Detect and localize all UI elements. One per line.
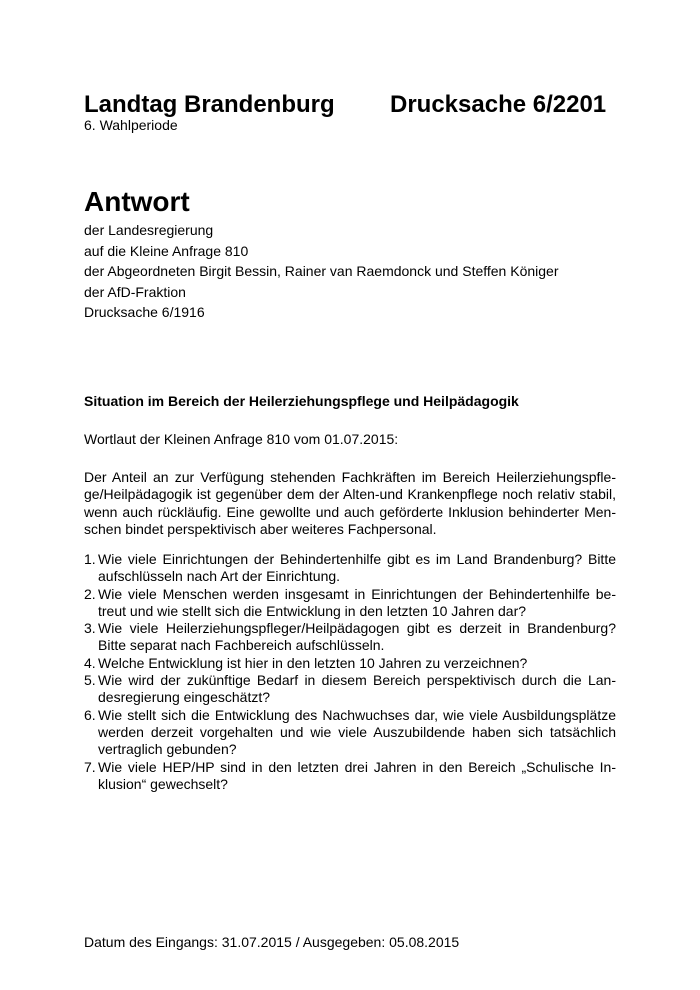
meta-line: auf die Kleine Anfrage 810 [84, 242, 249, 259]
question-item [84, 586, 616, 621]
question-item [84, 759, 616, 794]
question-line: vertraglich gebunden? [98, 741, 237, 758]
question-number: 3. [84, 620, 96, 637]
meta-line: Drucksache 6/1916 [84, 304, 205, 320]
question-number: 6. [84, 706, 96, 723]
question-item [84, 620, 616, 655]
question-number: 5. [84, 672, 96, 689]
paragraph-line: Der Anteil an zur Verfügung stehenden Fachkräften im Bereich Heilerziehungspfle- [84, 469, 616, 485]
question-item [84, 551, 616, 586]
question-line: Wie wird der zukünftige Bedarf in diesem Bereich perspektivisch durch die Lan- [98, 672, 616, 689]
question-line: Wie viele Menschen werden insgesamt in Einrichtungen der Behindertenhilfe be- [98, 585, 616, 602]
question-number: 1. [84, 551, 96, 567]
question-line: klusion“ gewechselt? [98, 775, 228, 792]
question-list [84, 551, 616, 793]
question-line: desregierung eingeschätzt? [98, 689, 271, 706]
meta-line: der Landesregierung [84, 222, 214, 238]
receipt-and-issue-dates: Datum des Eingangs: 31.07.2015 / Ausgegeben: 05.08.2015 [84, 934, 460, 950]
paragraph-line: ge/Heilpädagogik ist gegenüber dem der Alten-und Krankenpflege noch relativ stabil, [84, 486, 616, 503]
document-number: Drucksache 6/2201 [390, 91, 607, 118]
electoral-period: 6. Wahlperiode [84, 117, 178, 133]
question-number: 2. [84, 585, 96, 602]
question-line: treut und wie stellt sich die Entwicklung in den letzten 10 Jahren dar? [98, 602, 527, 619]
question-line: Wie viele HEP/HP sind in den letzten drei Jahren in den Bereich „Schulische In- [98, 758, 616, 775]
document-header [84, 90, 616, 120]
question-item [84, 672, 616, 707]
meta-line: der AfD-Fraktion [84, 283, 186, 300]
question-line: werden derzeit vorgehalten und wie viele Auszubildende haben sich tatsächlich [98, 723, 616, 740]
document-type-heading: Antwort [84, 186, 190, 217]
question-line: aufschlüsseln nach Art der Einrichtung. [98, 568, 341, 585]
question-item [84, 707, 616, 759]
parliament-name: Landtag Brandenburg [84, 91, 335, 118]
question-number: 4. [84, 654, 96, 671]
question-line: Wie viele Heilerziehungspfleger/Heilpädagogen gibt es derzeit in Brandenburg? [98, 620, 616, 637]
meta-line: der Abgeordneten Birgit Bessin, Rainer van Raemdonck und Steffen Königer [84, 263, 559, 279]
subject-heading: Situation im Bereich der Heilerziehungspflege und Heilpädagogik [84, 393, 519, 409]
question-item [84, 655, 616, 672]
inquiry-wording-label: Wortlaut der Kleinen Anfrage 810 vom 01.07.2015: [84, 431, 399, 447]
question-line: Wie viele Einrichtungen der Behindertenhilfe gibt es im Land Brandenburg? Bitte [98, 551, 616, 567]
question-line: Wie stellt sich die Entwicklung des Nachwuchses dar, wie viele Ausbildungsplätze [98, 706, 616, 723]
question-line: Welche Entwicklung ist hier in den letzten 10 Jahren zu verzeichnen? [98, 654, 528, 671]
question-line: Bitte separat nach Fachbereich aufschlüsseln. [98, 637, 385, 654]
paragraph-line: schen bindet perspektivisch aber weiteres Fachpersonal. [84, 520, 437, 537]
question-number: 7. [84, 758, 96, 775]
document-meta [84, 220, 558, 323]
paragraph-line: wenn auch rückläufig. Eine gewollte und auch geförderte Inklusion behinderter Men- [84, 503, 616, 520]
intro-paragraph [84, 469, 616, 538]
